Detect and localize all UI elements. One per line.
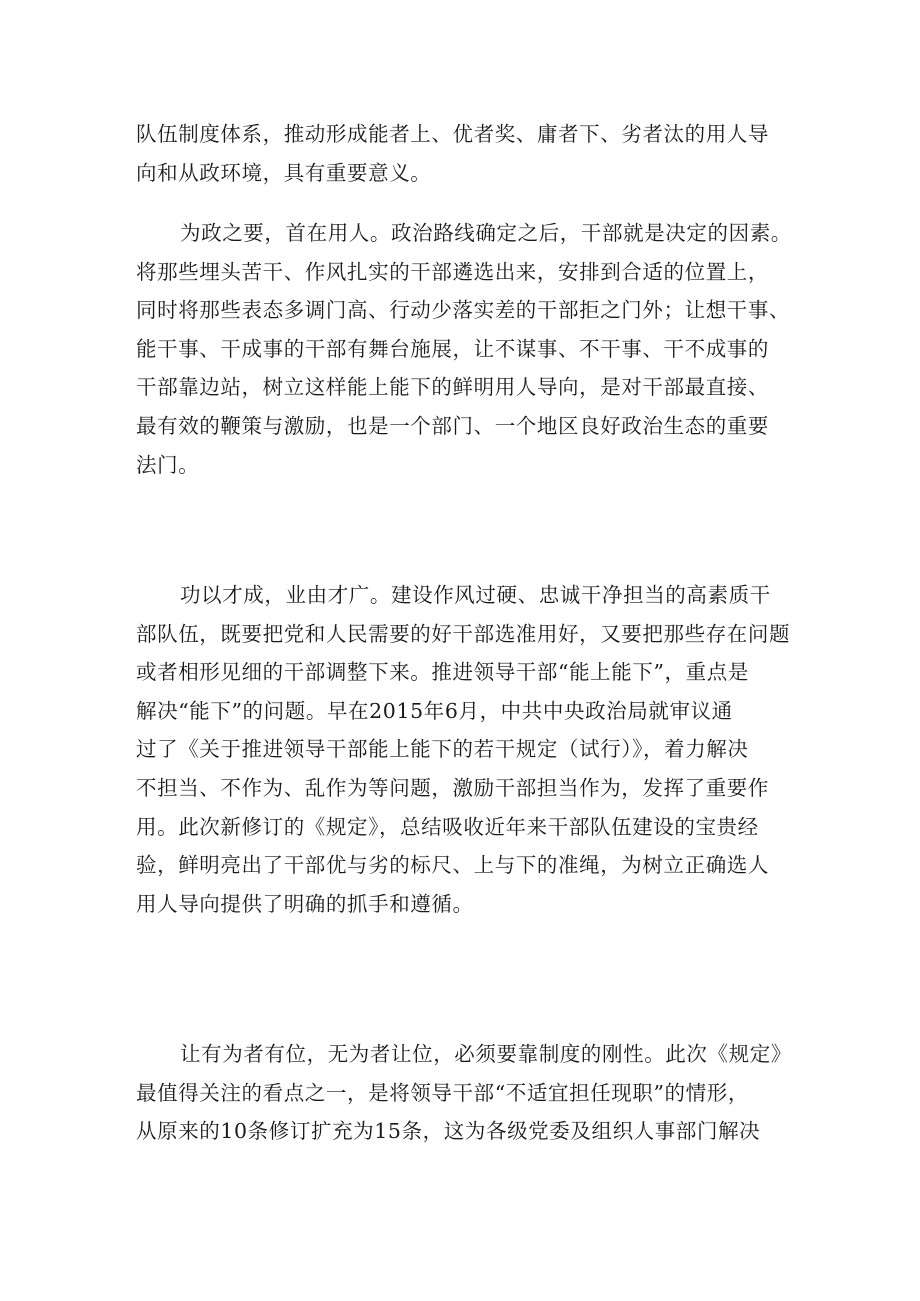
text-line: 将那些埋头苦干、作风扎实的干部遴选出来，安排到合适的位置上，	[136, 259, 769, 284]
text-line: 解决“能下”的问题。早在2015年6月，中共中央政治局就审议通	[136, 698, 733, 723]
text-line: 或者相形见细的干部调整下来。推进领导干部“能上能下”，重点是	[136, 660, 749, 685]
text-line: 队伍制度体系，推动形成能者上、优者奖、庸者下、劣者汰的用人导	[136, 122, 769, 146]
text-line: 最值得关注的看点之一，是将领导干部“不适宜担任现职”的情形，	[136, 1080, 749, 1105]
paragraph-3	[136, 576, 804, 923]
text-line: 干部靠边站，树立这样能上能下的鲜明用人导向，是对干部最直接、	[136, 375, 769, 400]
paragraph-2	[136, 214, 804, 484]
text-line: 部队伍，既要把党和人民需要的好干部选准用好，又要把那些存在问题	[136, 621, 791, 646]
text-line: 用人导向提供了明确的抓手和遵循。	[136, 891, 474, 916]
text-line: 同时将那些表态多调门高、行动少落实差的干部拒之门外；让想干事、	[136, 298, 791, 323]
text-line: 用。此次新修订的《规定》，总结吸收近年来干部队伍建设的宝贵经	[136, 814, 759, 839]
text-line: 法门。	[136, 452, 200, 477]
paragraph-1	[136, 115, 804, 192]
text-line: 让有为者有位，无为者让位，必须要靠制度的刚性。此次《规定》	[180, 1042, 792, 1066]
text-line: 最有效的鞭策与激励，也是一个部门、一个地区良好政治生态的重要	[136, 413, 769, 438]
text-line: 验，鲜明亮出了干部优与劣的标尺、上与下的准绳，为树立正确选人	[136, 853, 769, 878]
text-line: 从原来的10条修订扩充为15条，这为各级党委及组织人事部门解决	[136, 1119, 761, 1144]
paragraph-4	[136, 1035, 804, 1151]
text-line: 不担当、不作为、乱作为等问题，激励干部担当作为，发挥了重要作	[136, 775, 769, 800]
text-line: 过了《关于推进领导干部能上能下的若干规定（试行）》，着力解决	[136, 737, 749, 762]
text-line: 能干事、干成事的干部有舞台施展，让不谋事、不干事、干不成事的	[136, 336, 769, 361]
text-line: 功以才成，业由才广。建设作风过硬、忠诚干净担当的高素质干	[180, 583, 771, 607]
text-line: 向和从政环境，具有重要意义。	[136, 160, 432, 185]
text-line: 为政之要，首在用人。政治路线确定之后，干部就是决定的因素。	[180, 221, 792, 245]
